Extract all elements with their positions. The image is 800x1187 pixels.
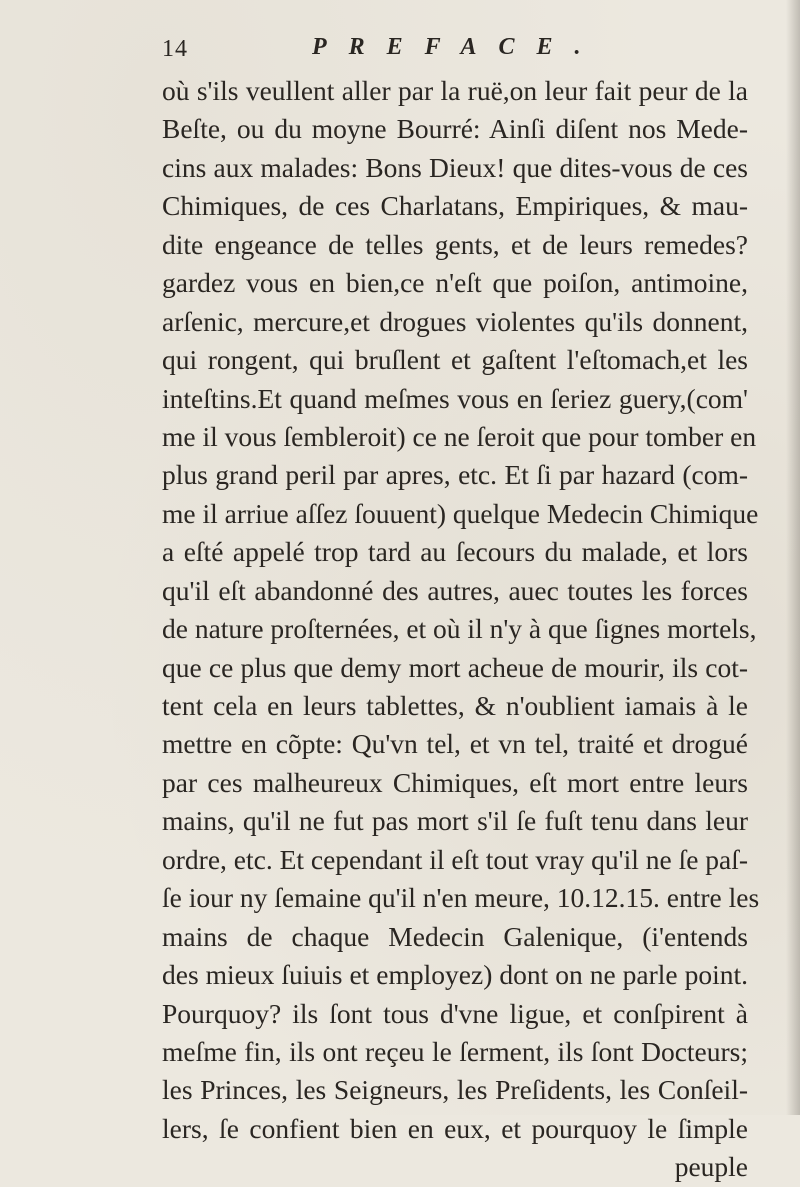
page-header [162,34,722,70]
text-line: a eſté appelé trop tard au ſecours du malade, et lors [162,536,748,568]
text-line: mettre en cõpte: Qu'vn tel, et vn tel, traité et drogué [162,728,748,760]
text-line: lers, ſe confient bien en eux, et pourquoy le ſimple [162,1112,748,1144]
text-line: ordre, etc. Et cependant il eſt tout vray qu'il ne ſe paſ- [162,843,749,875]
text-line: où s'ils veullent aller par la ruë,on leur fait peur de la [162,75,748,106]
text-line: que ce plus que demy mort acheue de mourir, ils cot- [162,651,748,683]
text-line: qui rongent, qui bruſlent et gaſtent l'eſtomach,et les [162,344,748,376]
catchword: peuple [674,1151,748,1183]
text-line: qu'il eſt abandonné des autres, auec toutes les forces [162,574,748,606]
text-line: mains de chaque Medecin Galenique, (i'entends [162,920,748,952]
text-line: de nature proſternées, et où il n'y à que ſignes mortels, [162,613,757,645]
text-line: meſme fin, ils ont reçeu le ſerment, ils ſont Docteurs; [162,1035,748,1067]
text-line: me il vous ſembleroit) ce ne ſeroit que pour tomber en [162,420,757,452]
text-line: me il arriue aſſez ſouuent) quelque Medecin Chimique [162,497,759,529]
text-line: arſenic, mercure,et drogues violentes qu'ils donnent, [162,305,748,337]
running-title: PREFACE. [312,34,603,60]
text-line: les Princes, les Seigneurs, les Preſidents, les Conſeil- [162,1074,748,1106]
text-line: Beſte, ou du moyne Bourré: Ainſi diſent nos Mede- [162,113,748,145]
text-line: dite engeance de telles gents, et de leurs remedes? [162,228,748,260]
text-line: inteſtins.Et quand meſmes vous en ſeriez guery,(com' [162,382,748,414]
page-number: 14 [162,36,188,62]
body-text [162,72,760,1187]
text-line: Pourquoy? ils ſont tous d'vne ligue, et conſpirent à [162,997,748,1029]
text-line: cins aux malades: Bons Dieux! que dites-vous de ces [162,151,748,183]
page-edge-shadow [786,0,800,1115]
text-line: plus grand peril par apres, etc. Et ſi par hazard (com- [162,459,748,491]
text-line: des mieux ſuiuis et employez) dont on ne parle point. [162,959,748,991]
text-line: mains, qu'il ne fut pas mort s'il ſe fuſt tenu dans leur [162,805,748,837]
text-line: par ces malheureux Chimiques, eſt mort entre leurs [162,766,748,798]
text-line: gardez vous en bien,ce n'eſt que poiſon, antimoine, [162,267,748,299]
text-line: Chimiques, de ces Charlatans, Empiriques, & mau- [162,190,748,222]
text-line: tent cela en leurs tablettes, & n'oublient iamais à le [162,690,748,721]
text-line: ſe iour ny ſemaine qu'il n'en meure, 10.12.15. entre les [162,882,760,914]
